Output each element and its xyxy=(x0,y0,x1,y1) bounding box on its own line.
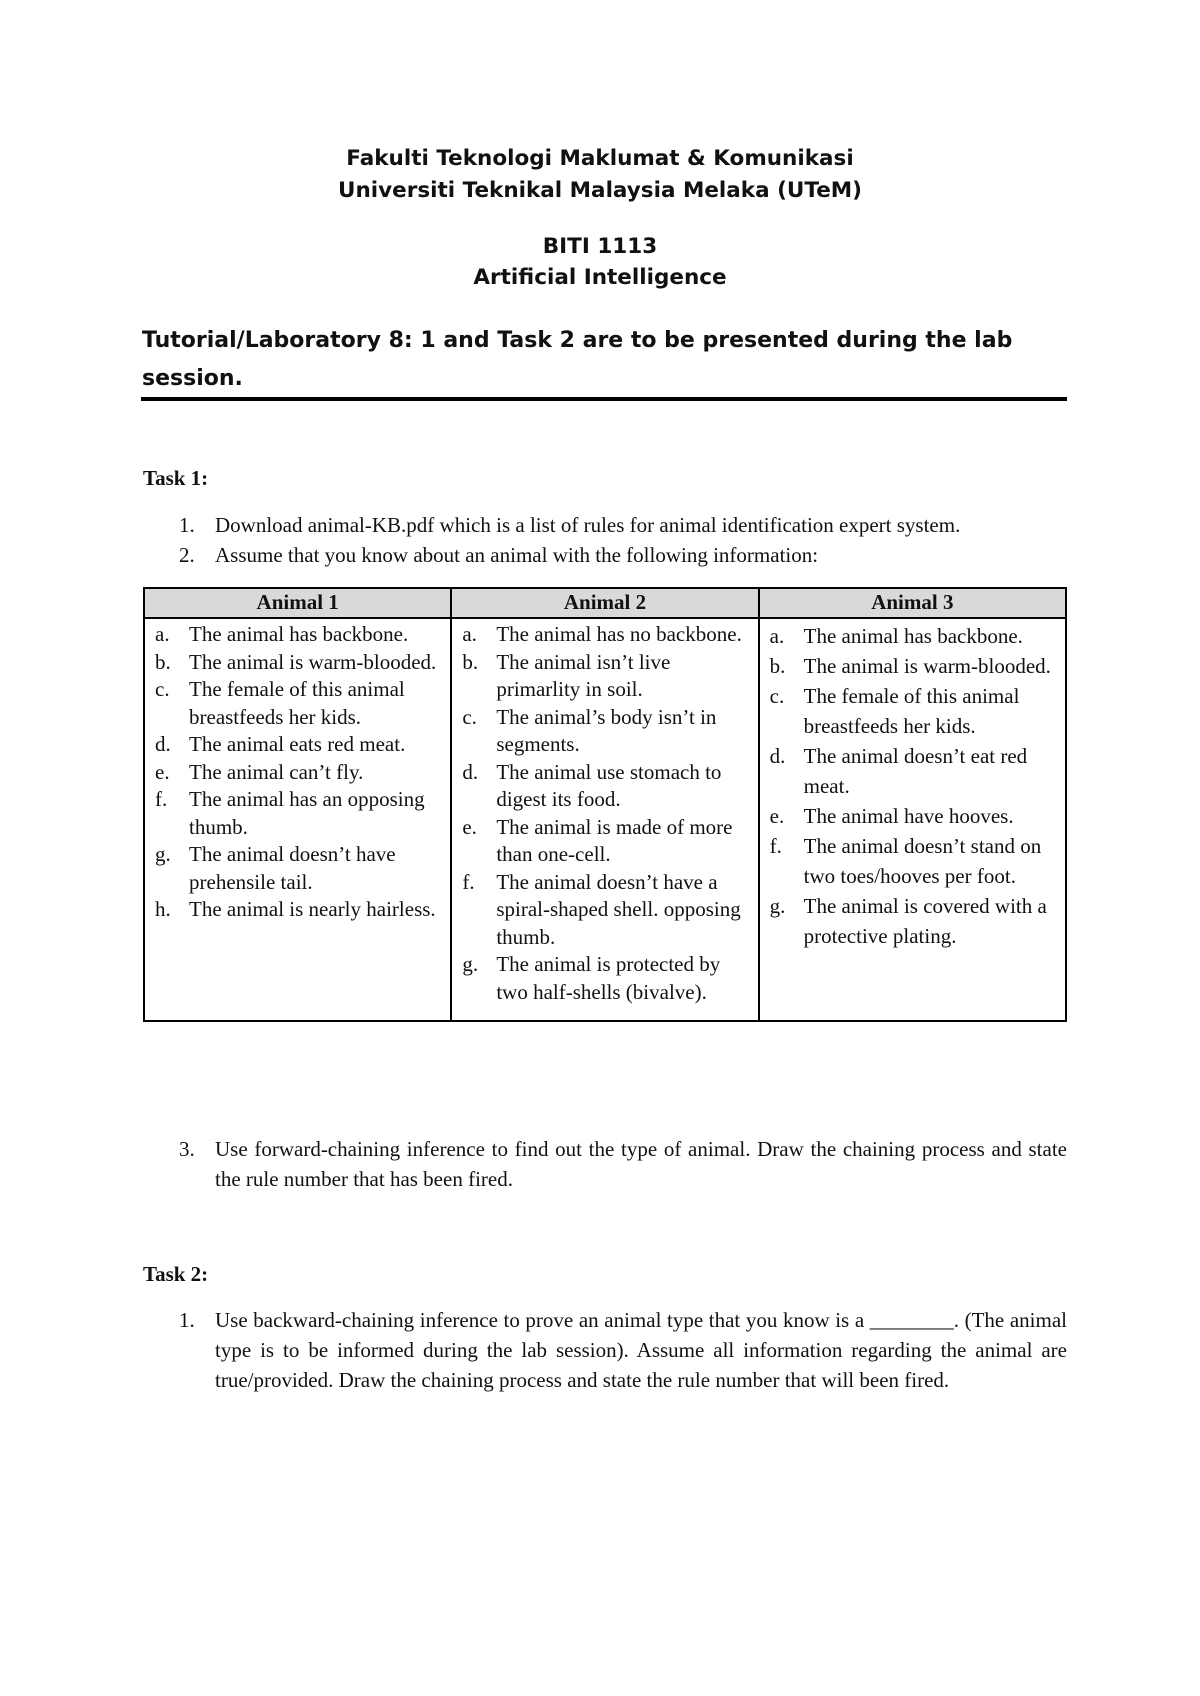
item-letter: h. xyxy=(155,897,171,921)
list-item xyxy=(768,831,1061,891)
list-item xyxy=(460,869,753,952)
item-letter: e. xyxy=(155,759,170,784)
list-item xyxy=(768,741,1061,801)
animal-3-cell xyxy=(759,618,1066,1021)
list-number: 1. xyxy=(179,513,195,537)
list-item xyxy=(153,786,446,841)
list-item xyxy=(143,1305,1067,1395)
list-item xyxy=(768,801,1061,831)
title-divider xyxy=(141,397,1067,401)
tutorial-title xyxy=(142,322,1072,398)
item-letter: f. xyxy=(462,869,475,894)
list-item xyxy=(153,896,446,924)
item-text: The female of this animal breastfeeds her kids. xyxy=(803,684,1020,738)
item-letter: f. xyxy=(155,787,168,811)
item-text: The animal use stomach to digest its food. xyxy=(496,759,722,811)
item-letter: f. xyxy=(769,834,782,858)
item-text: The animal have hooves. xyxy=(803,804,1014,828)
list-item xyxy=(143,540,1067,570)
item-text: The animal has an opposing thumb. xyxy=(189,787,425,839)
item-text: The animal is protected by two half-shells (bivalve). xyxy=(496,952,721,1004)
list-item xyxy=(153,649,446,677)
faculty-name: Fakulti Teknologi Maklumat & Komunikasi xyxy=(346,146,854,171)
item-text: The animal is warm-blooded. xyxy=(189,649,437,674)
item-letter: b. xyxy=(462,649,479,674)
list-item xyxy=(143,1134,1067,1194)
item-text: The animal is warm-blooded. xyxy=(803,654,1051,678)
list-item xyxy=(460,621,753,649)
item-letter: c. xyxy=(769,684,785,708)
item-letter: e. xyxy=(462,814,477,839)
item-letter: e. xyxy=(769,804,785,828)
list-item xyxy=(460,759,753,814)
item-letter: g. xyxy=(769,894,786,918)
item-text: The animal doesn’t have a spiral-shaped shell. opposing thumb. xyxy=(496,869,741,949)
table-header-animal-1: Animal 1 xyxy=(144,588,451,618)
list-item xyxy=(768,891,1061,951)
list-text: Use backward-chaining inference to prove an animal type that you know is a ________. (The animal type is to be informed during the lab session). Assume all information regarding the animal are true/provided. Draw the chaining process and state the rule number that will been fired. xyxy=(215,1308,1067,1392)
list-item xyxy=(153,676,446,731)
item-text: The animal is covered with a protective plating. xyxy=(803,894,1047,948)
course-code: BITI 1113 xyxy=(542,234,658,259)
item-letter: c. xyxy=(155,677,170,701)
item-letter: g. xyxy=(155,842,171,866)
item-text: The animal doesn’t stand on two toes/hooves per foot. xyxy=(803,834,1042,888)
list-text: Assume that you know about an animal with the following information: xyxy=(215,543,819,567)
item-text: The animal has backbone. xyxy=(803,624,1023,648)
list-item xyxy=(768,681,1061,741)
item-letter: a. xyxy=(462,622,477,646)
item-text: The female of this animal breastfeeds her kids. xyxy=(189,677,405,729)
list-item xyxy=(143,510,1067,540)
task1-item-3 xyxy=(143,1134,1067,1194)
item-letter: c. xyxy=(462,704,477,729)
item-text: The animal doesn’t eat red meat. xyxy=(803,744,1028,798)
item-text: The animal isn’t live primarlity in soil. xyxy=(496,649,671,701)
list-item xyxy=(768,621,1061,651)
item-text: The animal is nearly hairless. xyxy=(189,897,436,921)
item-letter: g. xyxy=(462,952,479,976)
table-header-animal-2: Animal 2 xyxy=(451,588,758,618)
course-name: Artificial Intelligence xyxy=(473,265,727,290)
list-item xyxy=(460,704,753,759)
item-letter: d. xyxy=(769,744,786,768)
list-item xyxy=(153,841,446,896)
list-item xyxy=(768,651,1061,681)
item-text: The animal doesn’t have prehensile tail. xyxy=(189,842,396,894)
tutorial-title-bold: Tutorial/Laboratory 8: xyxy=(142,328,413,353)
item-letter: a. xyxy=(769,624,785,648)
list-text: Use forward-chaining inference to find out the type of animal. Draw the chaining process and state the rule number that has been fired. xyxy=(215,1137,1067,1191)
animal-2-cell xyxy=(451,618,758,1021)
item-letter: d. xyxy=(462,759,479,784)
animal-table xyxy=(143,587,1067,1022)
list-number: 1. xyxy=(179,1308,195,1332)
item-letter: b. xyxy=(769,654,786,678)
item-text: The animal eats red meat. xyxy=(189,732,406,756)
item-text: The animal’s body isn’t in segments. xyxy=(496,704,717,756)
list-item xyxy=(153,731,446,759)
item-letter: b. xyxy=(155,649,171,674)
university-name: Universiti Teknikal Malaysia Melaka (UTeM) xyxy=(338,178,862,203)
list-number: 2. xyxy=(179,543,195,567)
task2-list xyxy=(143,1305,1067,1395)
list-item xyxy=(153,621,446,649)
list-item xyxy=(460,951,753,1006)
task2-heading: Task 2: xyxy=(143,1262,209,1286)
table-header-animal-3: Animal 3 xyxy=(759,588,1066,618)
item-text: The animal has no backbone. xyxy=(496,622,742,646)
list-number: 3. xyxy=(179,1137,195,1161)
item-text: The animal has backbone. xyxy=(189,622,409,646)
item-letter: a. xyxy=(155,622,170,646)
item-text: The animal is made of more than one-cell. xyxy=(496,814,733,866)
task1-list xyxy=(143,510,1067,570)
list-text: Download animal-KB.pdf which is a list of rules for animal identification expert system. xyxy=(215,513,961,537)
list-item xyxy=(460,649,753,704)
list-item xyxy=(460,814,753,869)
animal-1-cell xyxy=(144,618,451,1021)
item-text: The animal can’t fly. xyxy=(189,759,364,784)
tutorial-title-rest: 1 and Task 2 are to be presented during the lab session. xyxy=(142,328,1013,391)
item-letter: d. xyxy=(155,732,171,756)
task1-heading: Task 1: xyxy=(143,466,209,490)
list-item xyxy=(153,759,446,787)
